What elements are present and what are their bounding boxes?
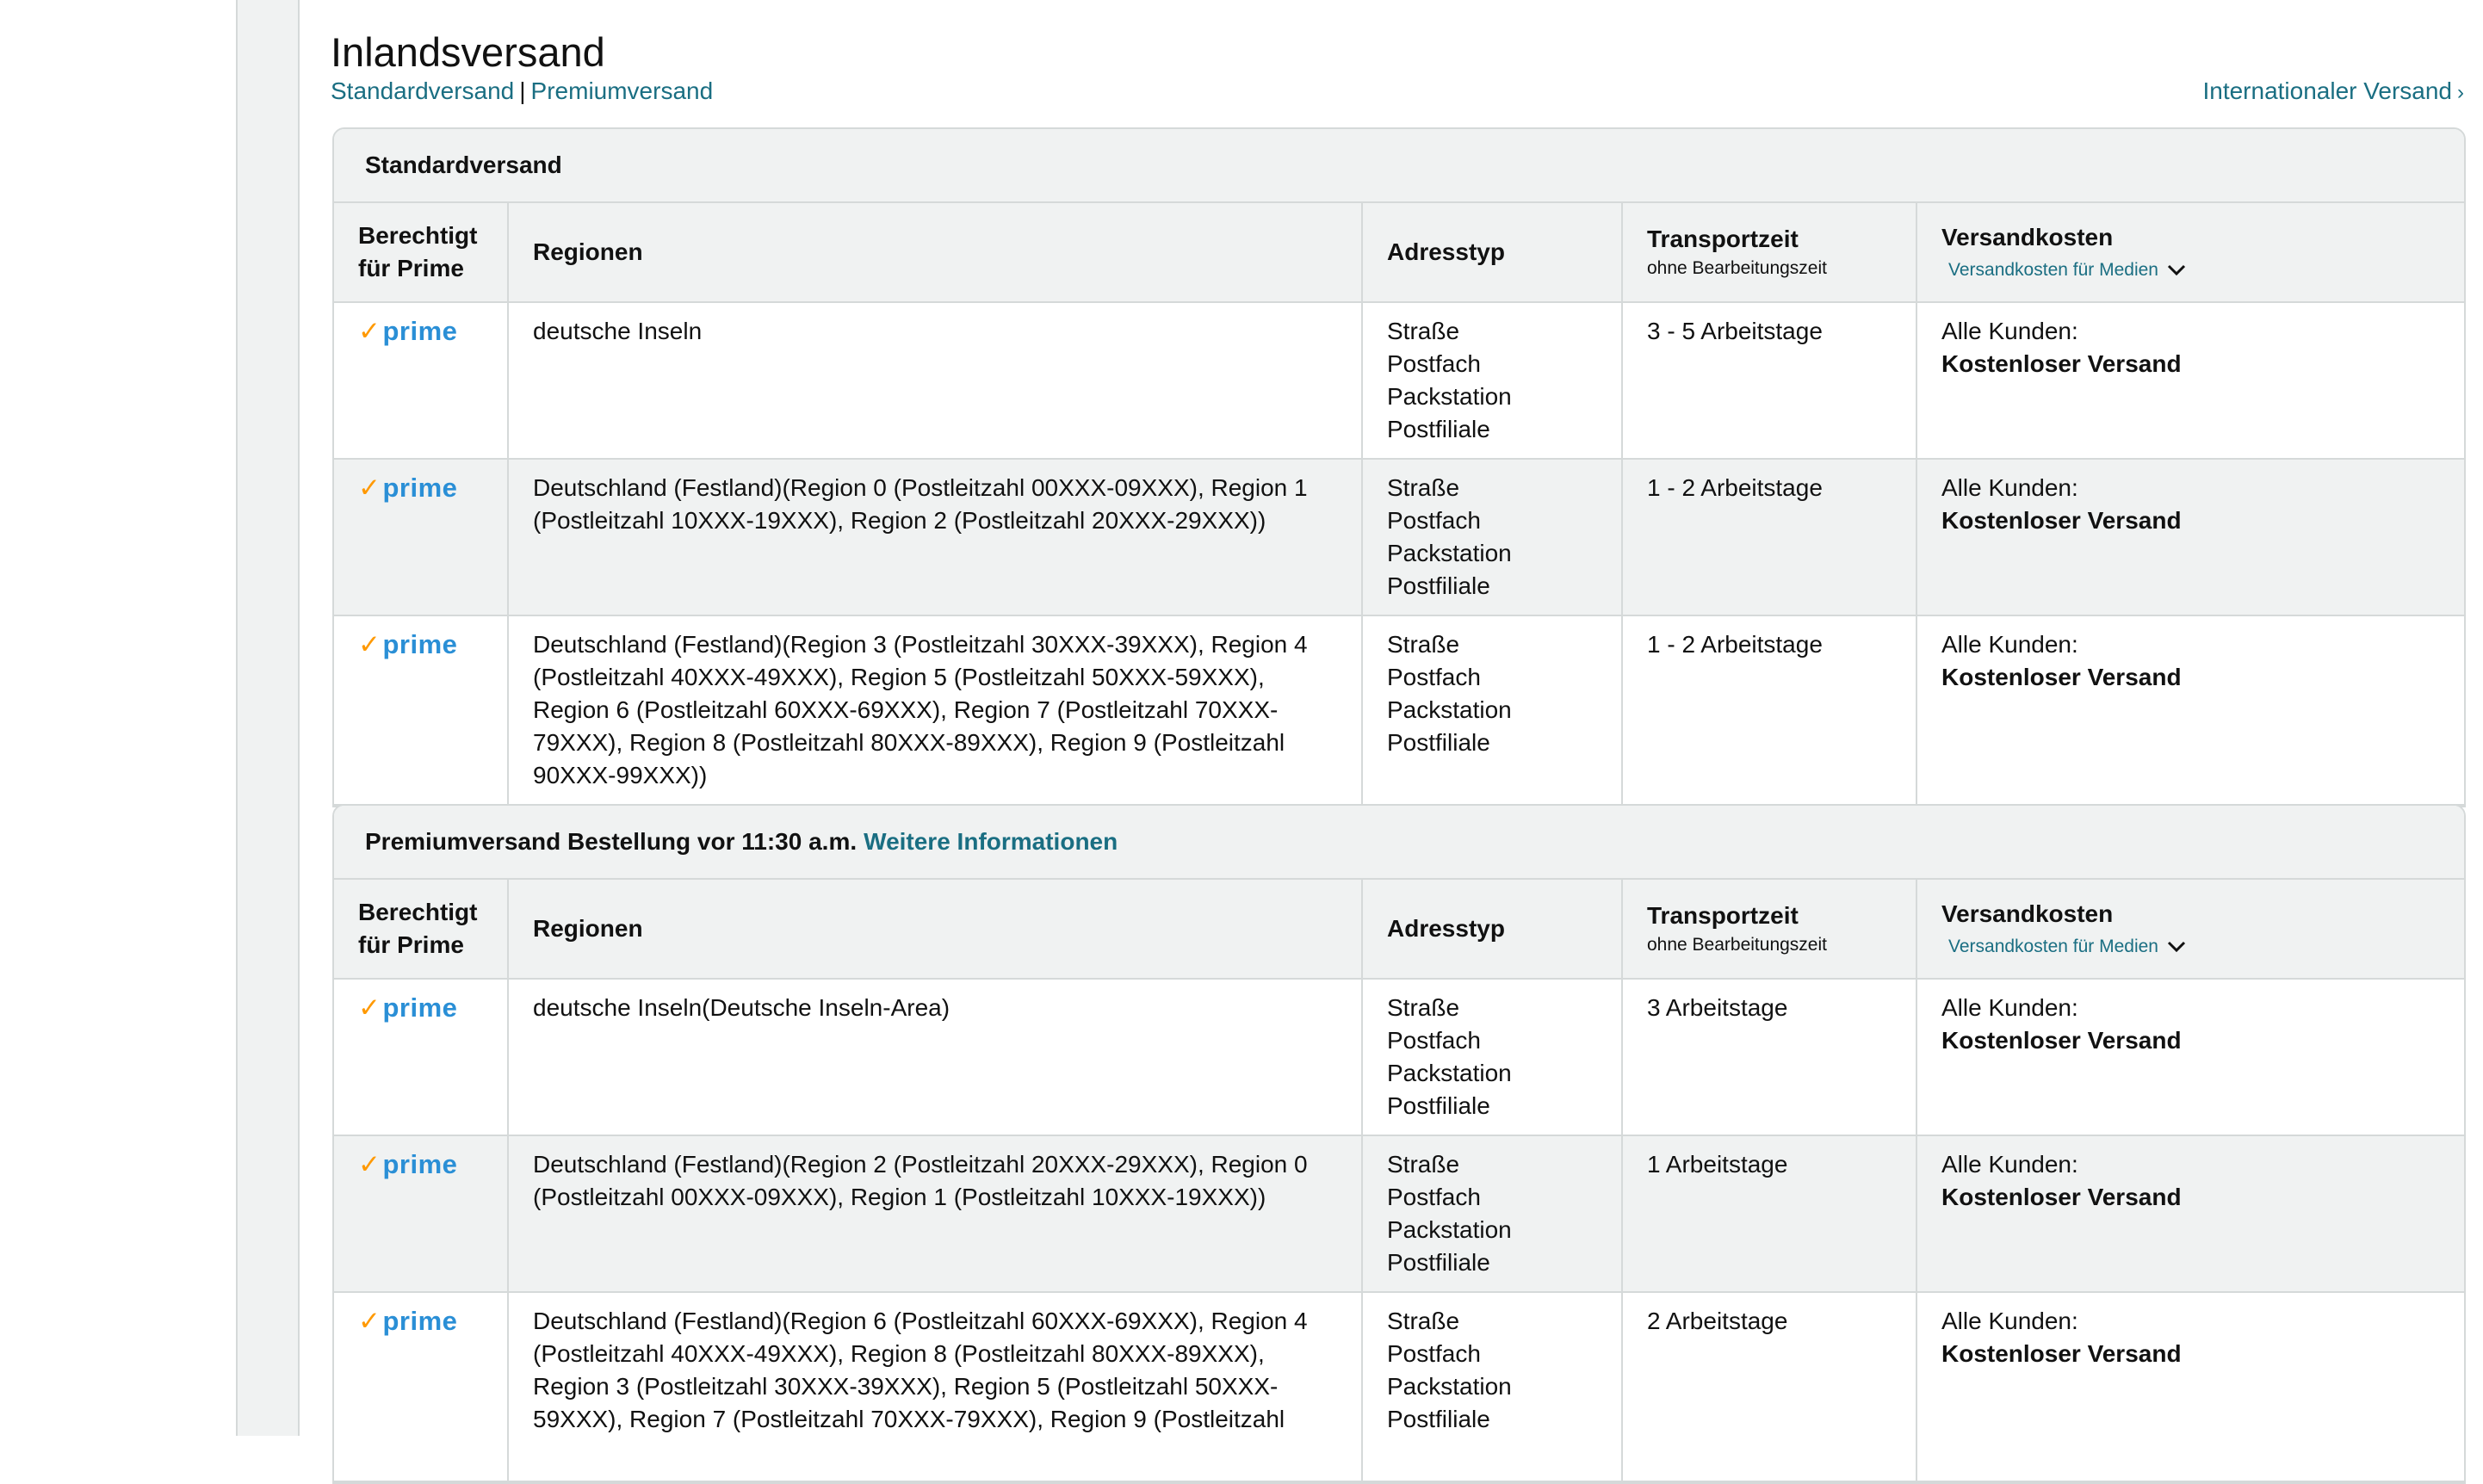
prime-text: prime — [382, 992, 458, 1023]
prime-text: prime — [382, 473, 458, 503]
standard-shipping-table — [334, 203, 2464, 806]
address-type: Straße — [1387, 631, 1460, 658]
region-cell: deutsche Inseln — [508, 302, 1362, 459]
table-row — [334, 302, 2464, 459]
prime-cell — [334, 459, 508, 615]
transport-header-label: Transportzeit — [1647, 226, 1799, 252]
region-cell: Deutschland (Festland)(Region 3 (Postleitzahl 30XXX-39XXX), Region 4 (Postleitzahl 40XXX-49XXX), Region 5 (Postleitzahl 50XXX-59XXX), Region 6 (Postleitzahl 60XXX-69XXX), Region 7 (Postleitzahl 70XXX-79XXX), Region 8 (Postleitzahl 80XXX-89XXX), Region 9 (Postleitzahl 90XXX-99XXX)) — [508, 615, 1362, 805]
region-cell: Deutschland (Festland)(Region 6 (Postleitzahl 60XXX-69XXX), Region 4 (Postleitzahl 40XXX-49XXX), Region 8 (Postleitzahl 80XXX-89XXX), Region 3 (Postleitzahl 30XXX-39XXX), Region 5 (Postleitzahl 50XXX-59XXX), Region 7 (Postleitzahl 70XXX-79XXX), Region 9 (Postleitzahl — [508, 1292, 1362, 1481]
address-type: Postfach — [1387, 1340, 1481, 1367]
transport-header-sub: ohne Bearbeitungszeit — [1647, 935, 1827, 955]
chevron-right-icon: › — [2457, 81, 2464, 104]
column-header-transport — [1622, 880, 1916, 979]
address-type: Straße — [1387, 474, 1460, 501]
costs-header-label: Versandkosten — [1941, 900, 2114, 927]
address-type: Postfiliale — [1387, 572, 1490, 599]
address-type: Postfiliale — [1387, 1249, 1490, 1276]
premium-shipping-section — [332, 804, 2466, 1484]
column-header-regions: Regionen — [508, 880, 1362, 979]
column-header-prime — [334, 880, 508, 979]
shipping-cost-cell — [1916, 459, 2464, 615]
prime-cell — [334, 302, 508, 459]
table-header-row — [334, 203, 2464, 302]
address-type: Postfach — [1387, 1184, 1481, 1210]
table-row — [334, 979, 2464, 1135]
address-type: Postfiliale — [1387, 1406, 1490, 1432]
address-type: Postfiliale — [1387, 1092, 1490, 1119]
address-type-cell — [1362, 1292, 1622, 1481]
table-row — [334, 615, 2464, 805]
chevron-down-icon — [2167, 941, 2186, 953]
transport-time-cell: 1 - 2 Arbeitstage — [1622, 459, 1916, 615]
international-shipping — [2202, 74, 2464, 110]
media-costs-label: Versandkosten für Medien — [1948, 937, 2158, 956]
prime-badge — [358, 1149, 457, 1179]
region-cell: Deutschland (Festland)(Region 0 (Postleitzahl 00XXX-09XXX), Region 1 (Postleitzahl 10XXX-19XXX), Region 2 (Postleitzahl 20XXX-29XXX)) — [508, 459, 1362, 615]
nav-separator: | — [519, 77, 526, 104]
page-title: Inlandsversand — [331, 29, 605, 76]
cost-value: Kostenloser Versand — [1941, 1027, 2182, 1054]
prime-check-icon: ✓ — [358, 1306, 381, 1336]
address-type-cell — [1362, 302, 1622, 459]
table-row — [334, 1135, 2464, 1292]
address-type: Postfach — [1387, 350, 1481, 377]
address-type-cell — [1362, 615, 1622, 805]
prime-header-line2: für Prime — [358, 255, 464, 281]
address-type: Packstation — [1387, 540, 1512, 566]
region-cell: deutsche Inseln(Deutsche Inseln-Area) — [508, 979, 1362, 1135]
column-header-address-type: Adresstyp — [1362, 880, 1622, 979]
standard-heading-text: Standardversand — [365, 151, 562, 178]
standard-shipping-link[interactable]: Standardversand — [331, 77, 515, 104]
prime-cell — [334, 1292, 508, 1481]
media-costs-label: Versandkosten für Medien — [1948, 260, 2158, 280]
media-costs-dropdown[interactable] — [1948, 257, 2440, 283]
premium-shipping-table — [334, 880, 2464, 1482]
transport-time-cell: 2 Arbeitstage — [1622, 1292, 1916, 1481]
prime-cell — [334, 979, 508, 1135]
shipping-cost-cell — [1916, 979, 2464, 1135]
prime-text: prime — [382, 1306, 458, 1336]
cost-value: Kostenloser Versand — [1941, 1340, 2182, 1367]
prime-check-icon: ✓ — [358, 629, 381, 659]
cost-value: Kostenloser Versand — [1941, 350, 2182, 377]
transport-header-sub: ohne Bearbeitungszeit — [1647, 258, 1827, 278]
address-type: Packstation — [1387, 1060, 1512, 1086]
prime-badge — [358, 473, 457, 503]
costs-header-label: Versandkosten — [1941, 224, 2114, 250]
international-shipping-link[interactable]: Internationaler Versand — [2202, 77, 2452, 104]
prime-header-line1: Berechtigt — [358, 899, 478, 925]
column-header-regions: Regionen — [508, 203, 1362, 302]
address-type-cell — [1362, 979, 1622, 1135]
shipping-type-nav — [331, 74, 713, 108]
shipping-cost-cell — [1916, 1135, 2464, 1292]
address-type: Postfiliale — [1387, 416, 1490, 442]
prime-check-icon: ✓ — [358, 473, 381, 503]
address-type: Packstation — [1387, 696, 1512, 723]
address-type: Postfiliale — [1387, 729, 1490, 756]
shipping-cost-cell — [1916, 615, 2464, 805]
prime-badge — [358, 992, 457, 1023]
prime-check-icon: ✓ — [358, 1149, 381, 1179]
side-rail — [238, 0, 300, 1436]
address-type: Postfach — [1387, 507, 1481, 534]
standard-shipping-section — [332, 127, 2466, 807]
address-type: Straße — [1387, 1151, 1460, 1178]
prime-check-icon: ✓ — [358, 992, 381, 1023]
prime-badge — [358, 316, 457, 346]
address-type: Postfach — [1387, 664, 1481, 690]
transport-time-cell: 3 - 5 Arbeitstage — [1622, 302, 1916, 459]
cost-value: Kostenloser Versand — [1941, 664, 2182, 690]
more-info-link[interactable]: Weitere Informationen — [864, 828, 1118, 855]
prime-text: prime — [382, 629, 458, 659]
transport-header-label: Transportzeit — [1647, 902, 1799, 929]
table-header-row — [334, 880, 2464, 979]
address-type: Straße — [1387, 318, 1460, 344]
main-content — [331, 0, 2464, 1436]
table-row — [334, 1292, 2464, 1481]
column-header-address-type: Adresstyp — [1362, 203, 1622, 302]
shipping-cost-cell — [1916, 1292, 2464, 1481]
address-type: Straße — [1387, 994, 1460, 1021]
address-type: Packstation — [1387, 1216, 1512, 1243]
address-type-cell — [1362, 1135, 1622, 1292]
column-header-transport — [1622, 203, 1916, 302]
premium-shipping-link[interactable]: Premiumversand — [530, 77, 714, 104]
premium-heading-text: Premiumversand Bestellung vor 11:30 a.m. — [365, 828, 858, 855]
column-header-prime — [334, 203, 508, 302]
address-type: Straße — [1387, 1308, 1460, 1334]
cost-label: Alle Kunden: — [1941, 1308, 2078, 1334]
cost-label: Alle Kunden: — [1941, 474, 2078, 501]
region-cell: Deutschland (Festland)(Region 2 (Postleitzahl 20XXX-29XXX), Region 0 (Postleitzahl 00XXX-09XXX), Region 1 (Postleitzahl 10XXX-19XXX)) — [508, 1135, 1362, 1292]
transport-time-cell: 1 - 2 Arbeitstage — [1622, 615, 1916, 805]
premium-section-heading — [334, 806, 2464, 880]
cost-value: Kostenloser Versand — [1941, 1184, 2182, 1210]
address-type: Packstation — [1387, 1373, 1512, 1400]
prime-header-line1: Berechtigt — [358, 222, 478, 249]
transport-time-cell: 3 Arbeitstage — [1622, 979, 1916, 1135]
media-costs-dropdown[interactable] — [1948, 934, 2440, 960]
left-gutter — [0, 0, 238, 1436]
column-header-costs — [1916, 880, 2464, 979]
cost-label: Alle Kunden: — [1941, 318, 2078, 344]
cost-value: Kostenloser Versand — [1941, 507, 2182, 534]
column-header-costs — [1916, 203, 2464, 302]
cost-label: Alle Kunden: — [1941, 994, 2078, 1021]
prime-badge — [358, 629, 457, 659]
shipping-cost-cell — [1916, 302, 2464, 459]
prime-text: prime — [382, 1149, 458, 1179]
address-type: Postfach — [1387, 1027, 1481, 1054]
cost-label: Alle Kunden: — [1941, 631, 2078, 658]
chevron-down-icon — [2167, 264, 2186, 276]
address-type: Packstation — [1387, 383, 1512, 410]
transport-time-cell: 1 Arbeitstage — [1622, 1135, 1916, 1292]
prime-cell — [334, 615, 508, 805]
prime-header-line2: für Prime — [358, 931, 464, 958]
prime-check-icon: ✓ — [358, 316, 381, 346]
standard-section-heading — [334, 129, 2464, 203]
prime-badge — [358, 1306, 457, 1336]
address-type-cell — [1362, 459, 1622, 615]
prime-cell — [334, 1135, 508, 1292]
cost-label: Alle Kunden: — [1941, 1151, 2078, 1178]
prime-text: prime — [382, 316, 458, 346]
table-row — [334, 459, 2464, 615]
